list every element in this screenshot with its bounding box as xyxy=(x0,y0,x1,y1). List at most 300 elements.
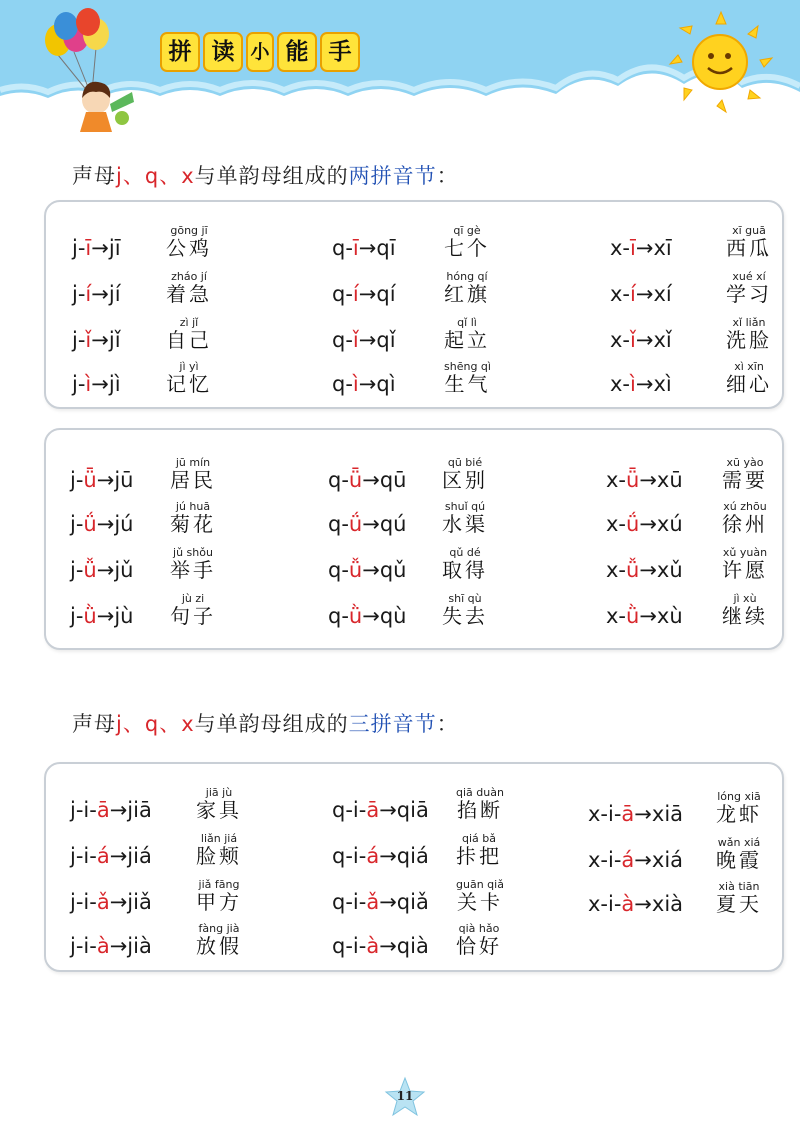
example-word xyxy=(722,452,800,494)
result-syllable: →qià xyxy=(379,934,429,958)
initial-part: x-i- xyxy=(588,848,622,872)
initial-part: x-i- xyxy=(588,802,622,826)
tone-vowel: ī xyxy=(630,236,636,260)
initial-part: q- xyxy=(332,282,353,306)
example-pinyin: gōng jī xyxy=(170,224,208,237)
initial-part: q-i- xyxy=(332,844,367,868)
example-pinyin: zì jǐ xyxy=(179,316,199,329)
tone-vowel: á xyxy=(621,848,635,872)
example-pinyin: qī gè xyxy=(453,224,481,237)
initial-part: j-i- xyxy=(70,890,97,914)
tone-vowel: ǚ xyxy=(83,558,97,582)
example-word xyxy=(722,588,800,630)
syllable-text xyxy=(70,512,133,536)
example-pinyin: jǔ shǒu xyxy=(173,546,213,559)
tone-vowel: ì xyxy=(630,372,636,396)
heading-initial-x: x xyxy=(181,712,195,736)
result-syllable: →xú xyxy=(639,512,683,536)
tone-vowel: ǜ xyxy=(626,604,640,628)
example-word-stack xyxy=(716,880,762,916)
example-word xyxy=(456,782,546,824)
result-syllable: →qù xyxy=(362,604,407,628)
syllable-text xyxy=(332,798,429,822)
example-hanzi: 关卡 xyxy=(456,890,503,914)
heading-separator: 、 xyxy=(159,712,182,736)
tone-vowel: ī xyxy=(85,236,92,260)
example-word-stack xyxy=(716,836,762,872)
tone-vowel: ǎ xyxy=(366,890,380,914)
initial-part: j- xyxy=(70,512,84,536)
tone-vowel: ī xyxy=(352,236,359,260)
result-syllable: →jú xyxy=(96,512,134,536)
example-pinyin: xǔ yuàn xyxy=(722,546,768,559)
initial-part: q- xyxy=(332,328,353,352)
initial-part: q-i- xyxy=(332,934,367,958)
result-syllable: →xī xyxy=(635,236,672,260)
example-word-stack xyxy=(726,316,772,352)
title-char: 读 xyxy=(203,32,243,72)
example-word xyxy=(196,828,286,870)
example-word xyxy=(442,452,532,494)
tone-vowel: ì xyxy=(352,372,359,396)
result-syllable: →jù xyxy=(96,604,134,628)
example-pinyin: jì xù xyxy=(733,592,757,605)
syllable-text xyxy=(72,282,121,306)
initial-part: x- xyxy=(610,372,631,396)
syllable-text xyxy=(606,558,683,582)
initial-part: x- xyxy=(610,328,631,352)
example-word-stack xyxy=(722,592,768,628)
example-word-stack xyxy=(442,592,488,628)
syllable-text xyxy=(70,604,133,628)
example-hanzi: 水渠 xyxy=(442,512,488,536)
example-word xyxy=(716,786,800,828)
example-word xyxy=(456,874,546,916)
result-syllable: →qí xyxy=(358,282,396,306)
syllable-box-jia-qia-xia xyxy=(44,762,784,972)
example-hanzi: 起立 xyxy=(444,328,490,352)
example-word xyxy=(726,266,800,308)
tone-vowel: ǜ xyxy=(348,604,363,628)
example-hanzi: 掐断 xyxy=(456,798,503,822)
example-word-stack xyxy=(716,790,762,826)
syllable-text xyxy=(606,512,683,536)
tone-vowel: ā xyxy=(366,798,380,822)
example-word xyxy=(444,220,534,262)
example-hanzi: 细心 xyxy=(726,372,772,396)
tone-vowel: á xyxy=(366,844,380,868)
initial-part: q- xyxy=(328,468,349,492)
example-hanzi: 句子 xyxy=(170,604,216,628)
syllable-text xyxy=(328,604,406,628)
example-hanzi: 举手 xyxy=(170,558,216,582)
syllable-box-ju-qu-xu xyxy=(44,428,784,650)
syllable-text xyxy=(588,892,683,916)
example-word-stack xyxy=(170,500,216,536)
page-title xyxy=(160,32,363,72)
example-hanzi: 记忆 xyxy=(166,372,212,396)
example-word xyxy=(170,588,260,630)
example-word-stack xyxy=(442,546,488,582)
syllable-text xyxy=(70,934,152,958)
result-syllable: →jiá xyxy=(109,844,152,868)
syllable-text xyxy=(332,372,396,396)
example-word-stack xyxy=(726,224,772,260)
example-hanzi: 放假 xyxy=(196,934,242,958)
syllable-text xyxy=(332,934,429,958)
result-syllable: →xū xyxy=(639,468,683,492)
example-hanzi: 失去 xyxy=(442,604,488,628)
example-word-stack xyxy=(442,456,488,492)
example-pinyin: hóng qí xyxy=(446,270,488,283)
tone-vowel: ǚ xyxy=(626,558,640,582)
example-word-stack xyxy=(456,832,502,868)
title-char: 手 xyxy=(320,32,360,72)
example-pinyin: jiā jù xyxy=(205,786,233,799)
heading-text: 与单韵母组成的 xyxy=(194,712,349,736)
example-pinyin: qiā duàn xyxy=(456,786,504,799)
initial-part: x- xyxy=(606,604,627,628)
example-word xyxy=(166,312,256,354)
example-word-stack xyxy=(196,786,242,822)
result-syllable: →xiá xyxy=(634,848,684,872)
example-hanzi: 七个 xyxy=(444,236,490,260)
example-pinyin: shī qù xyxy=(448,592,482,605)
example-word xyxy=(170,542,260,584)
heading-initial-q: q xyxy=(144,164,160,188)
example-word-stack xyxy=(456,922,502,958)
example-pinyin: jú huā xyxy=(175,500,211,513)
result-syllable: →jǔ xyxy=(96,558,134,582)
example-hanzi: 继续 xyxy=(722,604,768,628)
heading-colon: ： xyxy=(436,164,459,188)
initial-part: q- xyxy=(328,512,349,536)
initial-part: j-i- xyxy=(70,844,97,868)
example-pinyin: shēng qì xyxy=(444,360,491,373)
initial-part: x- xyxy=(606,512,627,536)
example-pinyin: wǎn xiá xyxy=(717,836,761,849)
initial-part: x-i- xyxy=(588,892,622,916)
tone-vowel: ǖ xyxy=(348,468,363,492)
syllable-text xyxy=(72,236,121,260)
page-number: 11 xyxy=(396,1089,414,1103)
syllable-text xyxy=(588,802,683,826)
example-hanzi: 晚霞 xyxy=(716,848,762,872)
example-word-stack xyxy=(456,786,504,822)
example-hanzi: 洗脸 xyxy=(726,328,772,352)
heading-initial-q: q xyxy=(144,712,160,736)
initial-part: q- xyxy=(328,604,349,628)
syllable-text xyxy=(332,844,429,868)
example-word-stack xyxy=(166,270,212,306)
heading-text: 声母 xyxy=(72,164,116,188)
syllable-text xyxy=(72,372,121,396)
syllable-box-ji-qi-xi xyxy=(44,200,784,409)
example-word xyxy=(716,832,800,874)
initial-part: q-i- xyxy=(332,890,367,914)
heading-text: 与单韵母组成的 xyxy=(194,164,349,188)
heading-separator: 、 xyxy=(159,164,182,188)
example-pinyin: zháo jí xyxy=(171,270,207,283)
initial-part: j- xyxy=(70,468,84,492)
result-syllable: →jī xyxy=(91,236,121,260)
example-word xyxy=(166,266,256,308)
heading-emphasis: 三拼音节 xyxy=(348,712,437,736)
result-syllable: →jiǎ xyxy=(109,890,152,914)
example-word-stack xyxy=(170,592,216,628)
example-word xyxy=(444,266,534,308)
tone-vowel: ǘ xyxy=(626,512,640,536)
heading-initial-j: j xyxy=(116,164,123,188)
example-word-stack xyxy=(170,546,216,582)
example-hanzi: 家具 xyxy=(196,798,242,822)
example-hanzi: 红旗 xyxy=(444,282,490,306)
section-heading-three-part xyxy=(72,708,459,738)
initial-part: x- xyxy=(606,558,627,582)
example-word-stack xyxy=(444,316,490,352)
result-syllable: →qǔ xyxy=(362,558,407,582)
example-word-stack xyxy=(166,360,212,396)
example-word-stack xyxy=(444,360,491,396)
example-pinyin: liǎn jiá xyxy=(200,832,238,845)
initial-part: j- xyxy=(72,328,86,352)
example-word-stack xyxy=(442,500,488,536)
example-pinyin: xià tiān xyxy=(718,880,760,893)
result-syllable: →qū xyxy=(362,468,407,492)
example-pinyin: xì xīn xyxy=(734,360,764,373)
example-hanzi: 居民 xyxy=(170,468,216,492)
example-hanzi: 拤把 xyxy=(456,844,502,868)
example-pinyin: qǔ dé xyxy=(449,546,481,559)
syllable-text xyxy=(328,558,406,582)
example-pinyin: xī guā xyxy=(732,224,766,237)
result-syllable: →xù xyxy=(639,604,683,628)
example-word xyxy=(456,828,546,870)
initial-part: q- xyxy=(328,558,349,582)
example-word-stack xyxy=(196,922,242,958)
example-word xyxy=(716,876,800,918)
example-word xyxy=(726,356,800,398)
syllable-text xyxy=(70,558,133,582)
tone-vowel: ì xyxy=(85,372,92,396)
initial-part: j- xyxy=(72,236,86,260)
example-pinyin: jì yì xyxy=(179,360,199,373)
initial-part: j- xyxy=(72,372,86,396)
result-syllable: →xià xyxy=(634,892,684,916)
heading-separator: 、 xyxy=(122,164,145,188)
sky-banner xyxy=(0,0,800,150)
example-hanzi: 西瓜 xyxy=(726,236,772,260)
tone-vowel: à xyxy=(621,892,635,916)
example-hanzi: 公鸡 xyxy=(166,236,212,260)
result-syllable: →xiā xyxy=(634,802,684,826)
tone-vowel: ā xyxy=(96,798,110,822)
example-word-stack xyxy=(726,270,772,306)
example-word xyxy=(166,220,256,262)
example-word xyxy=(444,312,534,354)
tone-vowel: í xyxy=(352,282,359,306)
tone-vowel: ā xyxy=(621,802,635,826)
example-word xyxy=(196,782,286,824)
syllable-text xyxy=(332,890,429,914)
result-syllable: →qì xyxy=(358,372,396,396)
syllable-text xyxy=(332,282,396,306)
title-char: 小 xyxy=(246,32,274,72)
title-char: 拼 xyxy=(160,32,200,72)
result-syllable: →jí xyxy=(91,282,121,306)
tone-vowel: ǖ xyxy=(626,468,640,492)
example-hanzi: 着急 xyxy=(166,282,212,306)
tone-vowel: í xyxy=(630,282,636,306)
example-pinyin: guān qiǎ xyxy=(456,878,504,891)
initial-part: q- xyxy=(332,372,353,396)
result-syllable: →xí xyxy=(635,282,672,306)
initial-part: x- xyxy=(610,282,631,306)
result-syllable: →qiǎ xyxy=(379,890,429,914)
example-word xyxy=(170,496,260,538)
example-hanzi: 夏天 xyxy=(716,892,762,916)
example-word-stack xyxy=(456,878,504,914)
syllable-text xyxy=(328,468,406,492)
example-pinyin: xué xí xyxy=(732,270,766,283)
example-hanzi: 龙虾 xyxy=(716,802,762,826)
example-pinyin: jiǎ fāng xyxy=(198,878,240,891)
example-word xyxy=(444,356,534,398)
example-hanzi: 取得 xyxy=(442,558,488,582)
example-hanzi: 学习 xyxy=(726,282,772,306)
result-syllable: →jǐ xyxy=(91,328,121,352)
example-pinyin: xū yào xyxy=(726,456,764,469)
heading-colon: ： xyxy=(436,712,459,736)
example-word xyxy=(726,220,800,262)
example-word-stack xyxy=(444,224,490,260)
example-word-stack xyxy=(726,360,772,396)
example-word-stack xyxy=(166,224,212,260)
initial-part: j- xyxy=(72,282,86,306)
example-word xyxy=(442,496,532,538)
syllable-text xyxy=(606,604,683,628)
example-hanzi: 许愿 xyxy=(722,558,768,582)
example-word xyxy=(442,588,532,630)
page-header xyxy=(0,0,800,150)
result-syllable: →xǔ xyxy=(639,558,683,582)
heading-initial-j: j xyxy=(116,712,123,736)
example-word-stack xyxy=(166,316,212,352)
syllable-text xyxy=(70,798,152,822)
example-pinyin: fàng jià xyxy=(198,922,240,935)
example-word xyxy=(722,496,800,538)
initial-part: q- xyxy=(332,236,353,260)
example-word xyxy=(170,452,260,494)
example-word-stack xyxy=(722,546,768,582)
example-word xyxy=(442,542,532,584)
example-pinyin: xú zhōu xyxy=(723,500,767,513)
example-hanzi: 甲方 xyxy=(196,890,242,914)
example-pinyin: jū mín xyxy=(175,456,211,469)
syllable-text xyxy=(610,282,672,306)
example-hanzi: 恰好 xyxy=(456,934,502,958)
example-pinyin: qū bié xyxy=(447,456,483,469)
example-pinyin: xǐ liǎn xyxy=(732,316,766,329)
result-syllable: →qiá xyxy=(379,844,429,868)
tone-vowel: ǘ xyxy=(348,512,363,536)
syllable-text xyxy=(70,844,152,868)
tone-vowel: ǚ xyxy=(348,558,363,582)
example-hanzi: 生气 xyxy=(444,372,491,396)
tone-vowel: ǘ xyxy=(83,512,97,536)
result-syllable: →jū xyxy=(96,468,134,492)
tone-vowel: ǖ xyxy=(83,468,97,492)
syllable-text xyxy=(610,328,672,352)
result-syllable: →qiā xyxy=(379,798,429,822)
syllable-text xyxy=(72,328,121,352)
example-pinyin: jù zi xyxy=(181,592,205,605)
heading-emphasis: 两拼音节 xyxy=(348,164,437,188)
result-syllable: →qǐ xyxy=(358,328,396,352)
example-word xyxy=(196,874,286,916)
example-pinyin: shuǐ qú xyxy=(444,500,486,513)
initial-part: x- xyxy=(606,468,627,492)
example-hanzi: 需要 xyxy=(722,468,768,492)
example-hanzi: 菊花 xyxy=(170,512,216,536)
example-word-stack xyxy=(196,878,242,914)
tone-vowel: à xyxy=(96,934,110,958)
example-word-stack xyxy=(444,270,490,306)
tone-vowel: ǜ xyxy=(83,604,97,628)
example-hanzi: 脸颊 xyxy=(196,844,242,868)
tone-vowel: ǐ xyxy=(85,328,92,352)
example-word-stack xyxy=(196,832,242,868)
example-word xyxy=(722,542,800,584)
result-syllable: →jì xyxy=(91,372,121,396)
syllable-text xyxy=(70,890,152,914)
initial-part: j-i- xyxy=(70,934,97,958)
initial-part: j- xyxy=(70,558,84,582)
tone-vowel: à xyxy=(366,934,380,958)
syllable-text xyxy=(588,848,683,872)
initial-part: q-i- xyxy=(332,798,367,822)
example-word xyxy=(456,918,546,960)
result-syllable: →jià xyxy=(109,934,152,958)
syllable-text xyxy=(328,512,406,536)
section-heading-two-part xyxy=(72,160,459,190)
result-syllable: →xǐ xyxy=(635,328,672,352)
result-syllable: →jiā xyxy=(109,798,152,822)
result-syllable: →qú xyxy=(362,512,407,536)
heading-text: 声母 xyxy=(72,712,116,736)
page-number-badge xyxy=(384,1076,426,1118)
tone-vowel: ǐ xyxy=(352,328,359,352)
syllable-text xyxy=(610,372,672,396)
initial-part: j-i- xyxy=(70,798,97,822)
tone-vowel: á xyxy=(96,844,110,868)
result-syllable: →qī xyxy=(358,236,396,260)
initial-part: j- xyxy=(70,604,84,628)
example-pinyin: lóng xiā xyxy=(717,790,761,803)
heading-initial-x: x xyxy=(181,164,195,188)
example-hanzi: 区别 xyxy=(442,468,488,492)
syllable-text xyxy=(610,236,672,260)
example-hanzi: 徐州 xyxy=(722,512,768,536)
syllable-text xyxy=(332,328,396,352)
example-hanzi: 自己 xyxy=(166,328,212,352)
tone-vowel: ǎ xyxy=(96,890,110,914)
syllable-text xyxy=(70,468,133,492)
heading-separator: 、 xyxy=(122,712,145,736)
example-pinyin: qǐ lì xyxy=(457,316,477,329)
example-word xyxy=(726,312,800,354)
syllable-text xyxy=(332,236,396,260)
